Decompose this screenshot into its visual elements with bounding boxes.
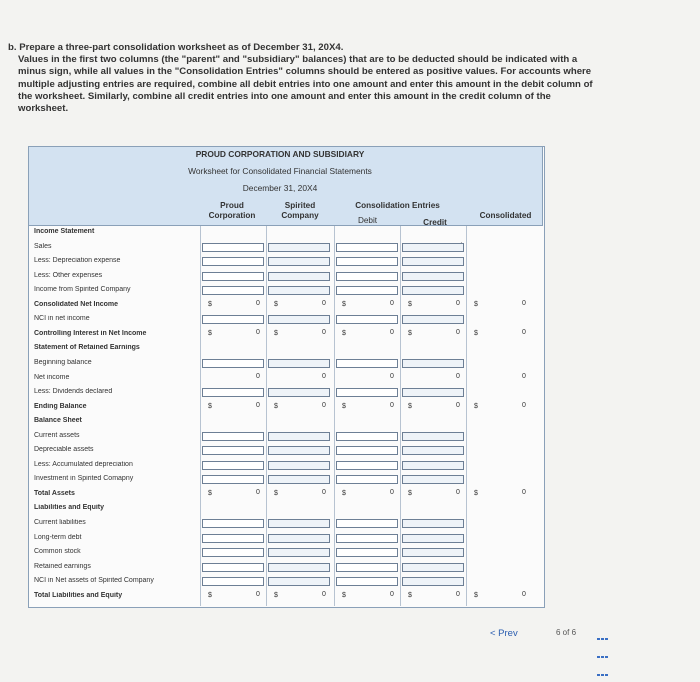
amount-input[interactable] xyxy=(202,243,264,252)
amount-input[interactable] xyxy=(202,257,264,266)
amount-input[interactable] xyxy=(268,534,330,543)
amount-input[interactable] xyxy=(202,388,264,397)
total-value: 0 xyxy=(256,488,260,496)
total-dollar-sign: $ xyxy=(342,300,346,308)
amount-input[interactable] xyxy=(336,548,398,557)
total-value: 0 xyxy=(522,328,526,336)
total-dollar-sign: $ xyxy=(274,489,278,497)
col-proud-line1: Proud xyxy=(220,201,244,210)
amount-input[interactable] xyxy=(202,286,264,295)
cursor-mark: · xyxy=(460,238,463,247)
total-dollar-sign: $ xyxy=(474,489,478,497)
col-proud-header xyxy=(202,201,262,221)
total-value: 0 xyxy=(456,401,460,409)
total-dollar-sign: $ xyxy=(474,329,478,337)
col-divider xyxy=(200,226,201,606)
amount-input[interactable] xyxy=(402,461,464,470)
total-value: 0 xyxy=(322,401,326,409)
amount-input[interactable] xyxy=(202,534,264,543)
amount-input[interactable] xyxy=(336,563,398,572)
total-value: 0 xyxy=(322,328,326,336)
total-value: 0 xyxy=(322,590,326,598)
total-dollar-sign: $ xyxy=(274,329,278,337)
amount-input[interactable] xyxy=(202,446,264,455)
amount-input[interactable] xyxy=(268,475,330,484)
total-value: 0 xyxy=(256,590,260,598)
total-value: 0 xyxy=(522,590,526,598)
amount-input[interactable] xyxy=(268,432,330,441)
amount-input[interactable] xyxy=(402,359,464,368)
amount-input[interactable] xyxy=(336,577,398,586)
amount-input[interactable] xyxy=(268,548,330,557)
row-label: Retained earnings xyxy=(34,562,91,570)
col-entries-header: Consolidation Entries xyxy=(355,201,440,210)
amount-input[interactable] xyxy=(202,475,264,484)
col-credit-header: Credit xyxy=(423,218,447,227)
total-value: 0 xyxy=(256,299,260,307)
total-dollar-sign: $ xyxy=(274,300,278,308)
total-dollar-sign: $ xyxy=(208,591,212,599)
amount-input[interactable] xyxy=(268,359,330,368)
prev-button[interactable]: < Prev xyxy=(490,628,518,639)
total-dollar-sign: $ xyxy=(208,329,212,337)
amount-input[interactable] xyxy=(402,432,464,441)
total-dollar-sign: $ xyxy=(474,300,478,308)
amount-input[interactable] xyxy=(268,461,330,470)
row-label: Less: Other expenses xyxy=(34,271,103,279)
total-dollar-sign: $ xyxy=(408,402,412,410)
row-label: Depreciable assets xyxy=(34,446,94,454)
amount-input[interactable] xyxy=(202,519,264,528)
amount-input[interactable] xyxy=(402,315,464,324)
amount-input[interactable] xyxy=(268,446,330,455)
amount-input[interactable] xyxy=(336,286,398,295)
amount-input[interactable] xyxy=(402,286,464,295)
total-value: 0 xyxy=(322,299,326,307)
row-label: Balance Sheet xyxy=(34,417,82,425)
amount-input[interactable] xyxy=(402,534,464,543)
amount-input[interactable] xyxy=(268,315,330,324)
total-dollar-sign: $ xyxy=(342,402,346,410)
amount-input[interactable] xyxy=(202,272,264,281)
col-divider xyxy=(400,226,401,606)
amount-input[interactable] xyxy=(202,461,264,470)
row-label: Common stock xyxy=(34,548,81,556)
col-divider xyxy=(266,226,267,606)
amount-input[interactable] xyxy=(336,257,398,266)
amount-input[interactable] xyxy=(336,315,398,324)
amount-input[interactable] xyxy=(336,243,398,252)
amount-input[interactable] xyxy=(402,446,464,455)
amount-input[interactable] xyxy=(402,519,464,528)
row-label: Investment in Spirited Comapny xyxy=(34,475,134,483)
amount-input[interactable] xyxy=(336,519,398,528)
amount-input[interactable] xyxy=(268,257,330,266)
row-label: Total Assets xyxy=(34,489,75,497)
computed-value: 0 xyxy=(390,372,394,380)
instruction-line-3: minus sign, while all values in the "Consolidation Entries" columns should be entered as positive values. For accounts where xyxy=(18,66,592,78)
amount-input[interactable] xyxy=(268,388,330,397)
amount-input[interactable] xyxy=(336,388,398,397)
total-dollar-sign: $ xyxy=(208,402,212,410)
amount-input[interactable] xyxy=(202,315,264,324)
amount-input[interactable] xyxy=(202,359,264,368)
worksheet-title: Worksheet for Consolidated Financial Statements xyxy=(188,166,372,176)
amount-input[interactable] xyxy=(336,475,398,484)
amount-input[interactable] xyxy=(336,272,398,281)
amount-input[interactable] xyxy=(268,519,330,528)
total-value: 0 xyxy=(456,590,460,598)
row-label: Statement of Retained Earnings xyxy=(34,344,140,352)
amount-input[interactable] xyxy=(268,563,330,572)
row-label: Current liabilities xyxy=(34,519,86,526)
total-value: 0 xyxy=(456,328,460,336)
col-spirited-header xyxy=(270,201,330,221)
instructions xyxy=(8,42,678,115)
amount-input[interactable] xyxy=(202,432,264,441)
amount-input[interactable] xyxy=(268,272,330,281)
col-spirited-line2: Company xyxy=(281,211,319,220)
amount-input[interactable] xyxy=(336,446,398,455)
company-title: PROUD CORPORATION AND SUBSIDIARY xyxy=(195,149,365,159)
computed-value: 0 xyxy=(456,372,460,380)
total-value: 0 xyxy=(390,328,394,336)
total-value: 0 xyxy=(456,488,460,496)
amount-input[interactable] xyxy=(268,243,330,252)
row-label: Beginning balance xyxy=(34,358,92,366)
total-value: 0 xyxy=(256,401,260,409)
total-dollar-sign: $ xyxy=(208,489,212,497)
total-value: 0 xyxy=(390,299,394,307)
amount-input[interactable] xyxy=(402,257,464,266)
row-label: Current assets xyxy=(34,431,80,439)
computed-value: 0 xyxy=(322,372,326,380)
row-label: Controlling Interest in Net Income xyxy=(34,329,147,337)
row-label: NCI in Net assets of Spirited Company xyxy=(34,577,154,585)
row-label: Long-term debt xyxy=(34,533,82,541)
row-label: Liabilities and Equity xyxy=(34,504,105,512)
amount-input[interactable] xyxy=(202,548,264,557)
computed-value: 0 xyxy=(256,372,260,380)
amount-input[interactable] xyxy=(268,577,330,586)
total-value: 0 xyxy=(390,590,394,598)
instruction-line-5: the worksheet. Similarly, combine all credit entries into one amount and enter this amount in the credit column of the xyxy=(18,90,551,102)
col-consolidated-header: Consolidated xyxy=(479,211,532,220)
instruction-line-4: multiple adjusting entries are required, combine all debit entries into one amount and enter this amount in the debit column of xyxy=(18,78,593,90)
amount-input[interactable] xyxy=(402,475,464,484)
col-spirited-line1: Spirited xyxy=(284,201,316,210)
total-dollar-sign: $ xyxy=(474,402,478,410)
row-label: Less: Dividends declared xyxy=(34,388,113,396)
total-dollar-sign: $ xyxy=(408,329,412,337)
total-value: 0 xyxy=(456,299,460,307)
total-value: 0 xyxy=(322,488,326,496)
instruction-line-1: b. Prepare a three-part consolidation worksheet as of December 31, 20X4. xyxy=(8,42,344,53)
row-label: Net income xyxy=(34,373,70,381)
total-dollar-sign: $ xyxy=(342,329,346,337)
computed-value: 0 xyxy=(522,372,526,380)
row-label: Consolidated Net Income xyxy=(34,300,119,308)
amount-input[interactable] xyxy=(202,577,264,586)
total-dollar-sign: $ xyxy=(342,489,346,497)
amount-input[interactable] xyxy=(336,359,398,368)
row-label: Less: Accumulated depreciation xyxy=(34,460,133,468)
row-label: Less: Depreciation expense xyxy=(34,257,121,265)
instruction-line-2: Values in the first two columns (the "parent" and "subsidiary" balances) that are to be deducted should be indicated with a xyxy=(18,54,578,66)
row-label: Total Liabilities and Equity xyxy=(34,591,123,599)
amount-input[interactable] xyxy=(268,286,330,295)
row-label: Income from Spirited Company xyxy=(34,286,131,294)
grid-icon[interactable] xyxy=(597,628,609,638)
instruction-line-6: worksheet. xyxy=(18,103,69,115)
row-label: Ending Balance xyxy=(34,402,87,410)
total-dollar-sign: $ xyxy=(408,591,412,599)
col-debit-header: Debit xyxy=(357,216,378,225)
amount-input[interactable] xyxy=(402,388,464,397)
total-dollar-sign: $ xyxy=(274,402,278,410)
total-value: 0 xyxy=(390,401,394,409)
total-dollar-sign: $ xyxy=(274,591,278,599)
page-indicator: 6 of 6 xyxy=(556,628,577,637)
row-label: NCI in net income xyxy=(34,315,90,323)
amount-input[interactable] xyxy=(402,272,464,281)
row-label: Income Statement xyxy=(34,228,95,235)
total-value: 0 xyxy=(522,401,526,409)
amount-input[interactable] xyxy=(336,432,398,441)
amount-input[interactable] xyxy=(336,534,398,543)
total-value: 0 xyxy=(522,299,526,307)
col-divider xyxy=(334,226,335,606)
amount-input[interactable] xyxy=(202,563,264,572)
total-dollar-sign: $ xyxy=(208,300,212,308)
total-dollar-sign: $ xyxy=(408,489,412,497)
worksheet-date: December 31, 20X4 xyxy=(242,183,318,193)
col-proud-line2: Corporation xyxy=(208,211,256,220)
total-dollar-sign: $ xyxy=(474,591,478,599)
total-value: 0 xyxy=(522,488,526,496)
total-dollar-sign: $ xyxy=(408,300,412,308)
total-dollar-sign: $ xyxy=(342,591,346,599)
amount-input[interactable] xyxy=(402,548,464,557)
amount-input[interactable] xyxy=(402,563,464,572)
total-value: 0 xyxy=(256,328,260,336)
amount-input[interactable] xyxy=(336,461,398,470)
amount-input[interactable] xyxy=(402,577,464,586)
col-divider xyxy=(466,226,467,606)
amount-input[interactable] xyxy=(402,243,464,252)
total-value: 0 xyxy=(390,488,394,496)
row-label: Sales xyxy=(34,242,52,250)
